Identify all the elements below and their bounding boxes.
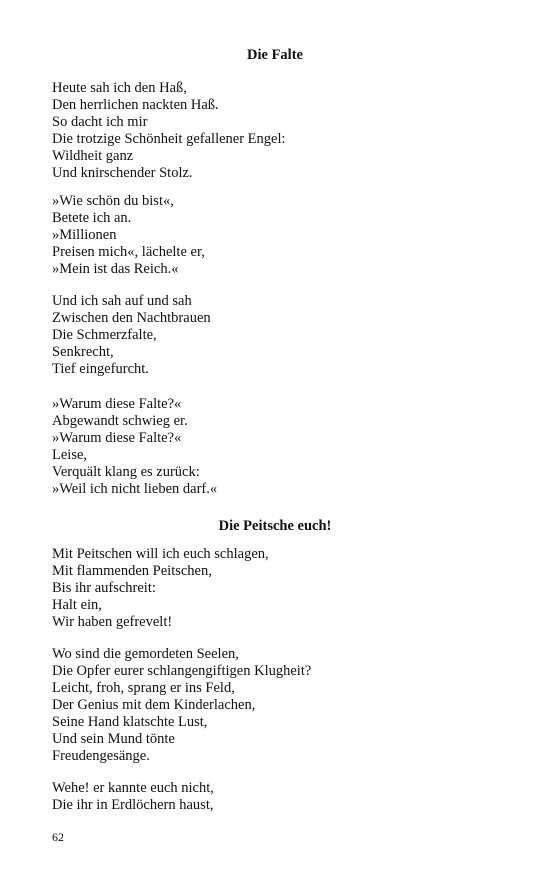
poem-line: Wehe! er kannte euch nicht, xyxy=(52,780,214,796)
poem-line: Mit flammenden Peitschen, xyxy=(52,563,212,579)
poem-line: Verquält klang es zurück: xyxy=(52,464,200,480)
poem-line: Bis ihr aufschreit: xyxy=(52,580,156,596)
poem-line: Die ihr in Erdlöchern haust, xyxy=(52,797,214,813)
poem-line: Leise, xyxy=(52,447,88,463)
poem-line: So dacht ich mir xyxy=(52,114,148,130)
stanza xyxy=(52,80,286,182)
poem-line: Mit Peitschen will ich euch schlagen, xyxy=(52,546,269,562)
poem-line: Und ich sah auf und sah xyxy=(52,293,192,309)
stanza xyxy=(52,293,211,378)
poem-line: Senkrecht, xyxy=(52,344,114,360)
poem-line: Wir haben gefrevelt! xyxy=(52,614,173,630)
poem-title: Die Falte xyxy=(247,47,303,63)
poem-line: »Warum diese Falte?« xyxy=(52,430,182,446)
poem-line: Und sein Mund tönte xyxy=(52,731,175,747)
poem-line: Leicht, froh, sprang er ins Feld, xyxy=(52,680,235,696)
page-number: 62 xyxy=(52,830,64,844)
poem-line: Den herrlichen nackten Haß. xyxy=(52,97,219,113)
poem-line: Zwischen den Nachtbrauen xyxy=(52,310,211,326)
poem-line: Freudengesänge. xyxy=(52,748,150,764)
poem-line: »Weil ich nicht lieben darf.« xyxy=(52,481,218,497)
stanza xyxy=(52,396,217,498)
poem-title: Die Peitsche euch! xyxy=(218,518,332,534)
poem-line: Die Opfer eurer schlangengiftigen Klugheit? xyxy=(52,663,312,679)
poem-line: »Warum diese Falte?« xyxy=(52,396,182,412)
poem-line: Und knirschender Stolz. xyxy=(52,165,193,181)
poem-line: Die Schmerzfalte, xyxy=(52,327,157,343)
poem-line: Wo sind die gemordeten Seelen, xyxy=(52,646,239,662)
poem-line: »Mein ist das Reich.« xyxy=(52,261,179,277)
poem-line: Seine Hand klatschte Lust, xyxy=(52,714,208,730)
poem-line: Tief eingefurcht. xyxy=(52,361,149,377)
poem-line: Abgewandt schwieg er. xyxy=(52,413,188,429)
poem-line: »Millionen xyxy=(52,227,117,243)
poem-line: Preisen mich«, lächelte er, xyxy=(52,244,205,260)
poem-line: Halt ein, xyxy=(52,597,102,613)
stanza xyxy=(52,546,269,631)
stanza xyxy=(52,780,214,814)
poem-line: Die trotzige Schönheit gefallener Engel: xyxy=(52,131,286,147)
stanza xyxy=(52,646,311,765)
poem-line: Der Genius mit dem Kinderlachen, xyxy=(52,697,256,713)
poem-line: Betete ich an. xyxy=(52,210,132,226)
poem-line: Heute sah ich den Haß, xyxy=(52,80,187,96)
stanza xyxy=(52,193,205,278)
poem-line: »Wie schön du bist«, xyxy=(52,193,174,209)
poem-line: Wildheit ganz xyxy=(52,148,134,164)
